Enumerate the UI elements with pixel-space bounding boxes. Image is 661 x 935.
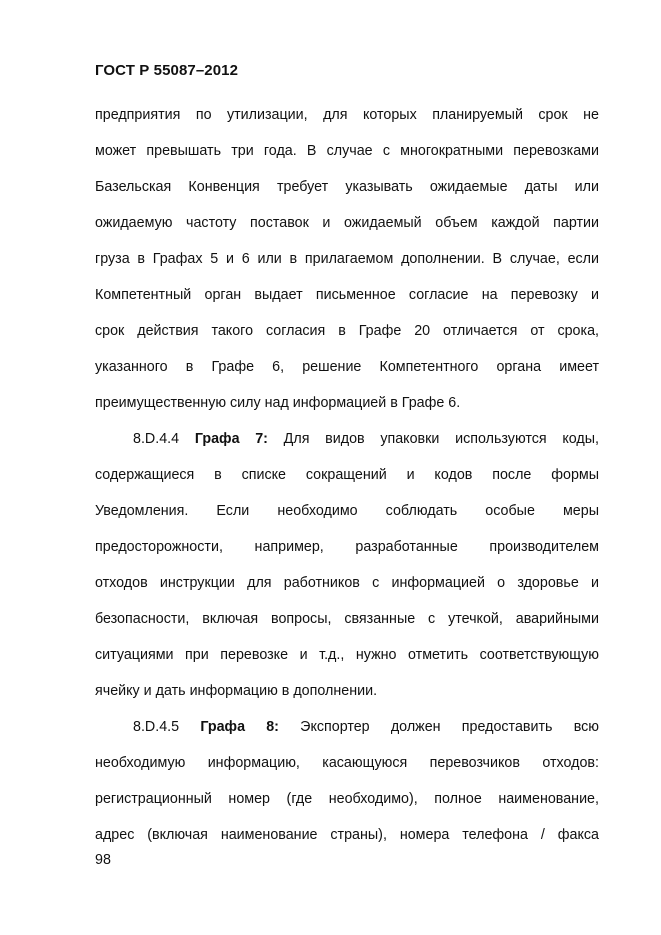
text-line: может превышать три года. В случае с многократными перевозками xyxy=(95,143,599,159)
text-line: указанного в Графе 6, решение Компетентного органа имеет xyxy=(95,359,599,375)
text-line: груза в Графах 5 и 6 или в прилагаемом дополнении. В случае, если xyxy=(95,251,599,267)
text-line: необходимую информацию, касающуюся перевозчиков отходов: xyxy=(95,755,599,771)
text-line: Базельская Конвенция требует указывать ожидаемые даты или xyxy=(95,179,599,195)
paragraph-start-line: 8.D.4.5 Графа 8: Экспортер должен предоставить всю xyxy=(133,719,599,735)
text-line: предприятия по утилизации, для которых планируемый срок не xyxy=(95,107,599,123)
box-reference: Графа 8: xyxy=(200,719,279,735)
text-line: отходов инструкции для работников с информацией о здоровье и xyxy=(95,575,599,591)
text-line: безопасности, включая вопросы, связанные с утечкой, аварийными xyxy=(95,611,599,627)
clause-number: 8.D.4.4 xyxy=(133,431,195,447)
body-text xyxy=(95,100,599,856)
text-line: предосторожности, например, разработанные производителем xyxy=(95,539,599,555)
paragraph-start-line: 8.D.4.4 Графа 7: Для видов упаковки используются коды, xyxy=(133,431,599,447)
text-line: преимущественную силу над информацией в Графе 6. xyxy=(95,395,461,411)
text-line: регистрационный номер (где необходимо), полное наименование, xyxy=(95,791,599,807)
box-reference: Графа 7: xyxy=(194,431,268,447)
page-number: 98 xyxy=(95,852,111,868)
document-header: ГОСТ Р 55087–2012 xyxy=(95,62,239,79)
text-line: адрес (включая наименование страны), номера телефона / факса xyxy=(95,827,599,843)
text-line: ячейку и дать информацию в дополнении. xyxy=(95,683,378,699)
text-line: ситуациями при перевозке и т.д., нужно отметить соответствующую xyxy=(95,647,599,663)
clause-number: 8.D.4.5 xyxy=(133,719,201,735)
text-line: содержащиеся в списке сокращений и кодов после формы xyxy=(95,467,599,483)
text-line: Уведомления. Если необходимо соблюдать особые меры xyxy=(95,503,599,519)
text-line: срок действия такого согласия в Графе 20 отличается от срока, xyxy=(95,323,599,339)
text-line: ожидаемую частоту поставок и ожидаемый объем каждой партии xyxy=(95,215,599,231)
text-line: Компетентный орган выдает письменное согласие на перевозку и xyxy=(95,287,599,303)
